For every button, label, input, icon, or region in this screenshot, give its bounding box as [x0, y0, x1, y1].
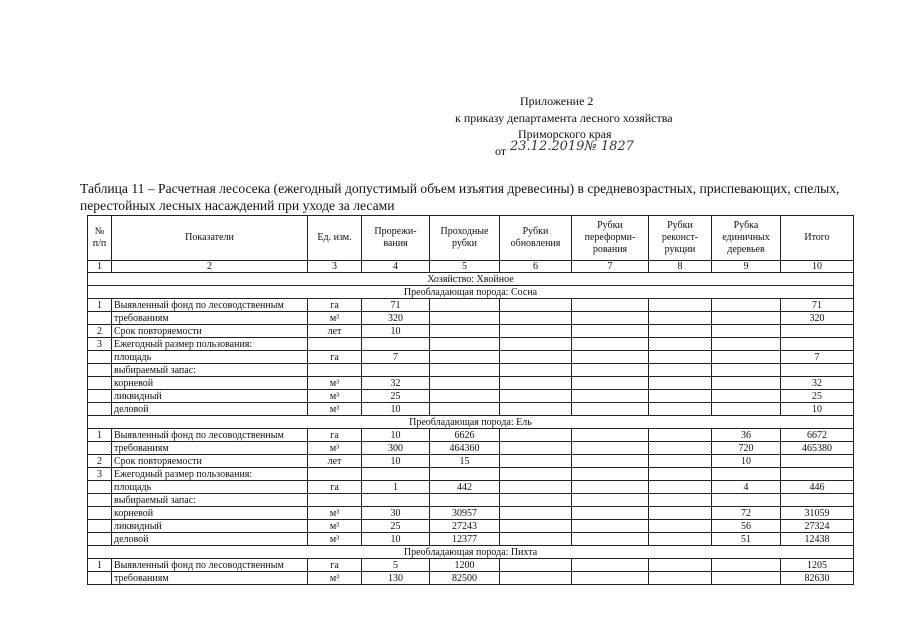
value-cell [500, 494, 572, 507]
value-cell [572, 325, 649, 338]
value-cell [88, 442, 112, 455]
value-cell [572, 429, 649, 442]
value-cell [712, 312, 781, 325]
value-cell: 10 [362, 455, 430, 468]
value-cell: 1200 [430, 559, 500, 572]
value-cell [649, 377, 712, 390]
value-cell [572, 299, 649, 312]
value-cell [500, 559, 572, 572]
value-cell [781, 468, 854, 481]
value-cell [362, 338, 430, 351]
value-cell [308, 468, 362, 481]
column-number-row [88, 261, 854, 273]
value-cell [430, 364, 500, 377]
value-cell: лет [308, 325, 362, 338]
value-cell: 82500 [430, 572, 500, 585]
value-cell: 1 [88, 429, 112, 442]
value-cell: 446 [781, 481, 854, 494]
value-cell: 12438 [781, 533, 854, 546]
indicator-cell: требованиям [112, 312, 308, 325]
column-number: 6 [500, 261, 572, 273]
value-cell: 130 [362, 572, 430, 585]
column-number: 2 [112, 261, 308, 273]
value-cell [500, 442, 572, 455]
value-cell [430, 377, 500, 390]
section-label: Преобладающая порода: Сосна [88, 286, 854, 299]
section-header-row [88, 546, 854, 559]
indicator-cell: Ежегодный размер пользования: [112, 338, 308, 351]
indicator-cell: Выявленный фонд по лесоводственным [112, 299, 308, 312]
value-cell: га [308, 299, 362, 312]
column-header: Ед. изм. [308, 216, 362, 261]
section-label: Хозяйство: Хвойное [88, 273, 854, 286]
value-cell: 82630 [781, 572, 854, 585]
column-header: Рубки переформи-рования [572, 216, 649, 261]
value-cell [572, 377, 649, 390]
value-cell [649, 429, 712, 442]
value-cell: 72 [712, 507, 781, 520]
value-cell: 10 [362, 403, 430, 416]
table-row [88, 390, 854, 403]
value-cell: 3 [88, 338, 112, 351]
value-cell [430, 403, 500, 416]
value-cell [649, 559, 712, 572]
value-cell [572, 533, 649, 546]
region-label: Приморского края [518, 127, 612, 141]
column-number: 5 [430, 261, 500, 273]
value-cell [649, 442, 712, 455]
value-cell [649, 507, 712, 520]
value-cell [362, 364, 430, 377]
value-cell [430, 338, 500, 351]
table-row [88, 559, 854, 572]
table-row [88, 338, 854, 351]
value-cell [88, 481, 112, 494]
table-row [88, 494, 854, 507]
value-cell: м³ [308, 572, 362, 585]
value-cell [572, 572, 649, 585]
order-reference: к приказу департамента лесного хозяйства [455, 111, 673, 125]
value-cell [572, 403, 649, 416]
value-cell: 6626 [430, 429, 500, 442]
column-number: 10 [781, 261, 854, 273]
value-cell [88, 403, 112, 416]
value-cell [362, 494, 430, 507]
value-cell [649, 468, 712, 481]
value-cell [649, 494, 712, 507]
value-cell [712, 299, 781, 312]
value-cell: 1205 [781, 559, 854, 572]
column-number: 9 [712, 261, 781, 273]
value-cell: м³ [308, 442, 362, 455]
value-cell [500, 377, 572, 390]
value-cell: 15 [430, 455, 500, 468]
value-cell [500, 390, 572, 403]
value-cell [712, 468, 781, 481]
value-cell [712, 351, 781, 364]
value-cell [500, 429, 572, 442]
value-cell [430, 494, 500, 507]
value-cell [430, 325, 500, 338]
value-cell [649, 338, 712, 351]
column-number: 4 [362, 261, 430, 273]
column-number: 8 [649, 261, 712, 273]
column-header: Рубки обновления [500, 216, 572, 261]
table-row [88, 507, 854, 520]
value-cell: 51 [712, 533, 781, 546]
value-cell [781, 494, 854, 507]
value-cell [649, 520, 712, 533]
value-cell [88, 520, 112, 533]
section-header-row [88, 416, 854, 429]
value-cell [88, 572, 112, 585]
column-number: 7 [572, 261, 649, 273]
value-cell [781, 325, 854, 338]
indicator-cell: выбираемый запас: [112, 494, 308, 507]
value-cell [572, 559, 649, 572]
value-cell [88, 533, 112, 546]
value-cell: 27243 [430, 520, 500, 533]
column-header: Итого [781, 216, 854, 261]
value-cell: 464360 [430, 442, 500, 455]
indicator-cell: Выявленный фонд по лесоводственным [112, 559, 308, 572]
value-cell: 1 [88, 559, 112, 572]
value-cell: 25 [781, 390, 854, 403]
indicator-cell: ликвидный [112, 390, 308, 403]
value-cell [430, 312, 500, 325]
value-cell [430, 351, 500, 364]
indicator-cell: деловой [112, 403, 308, 416]
value-cell: м³ [308, 312, 362, 325]
value-cell: 32 [362, 377, 430, 390]
value-cell: 6672 [781, 429, 854, 442]
value-cell: м³ [308, 390, 362, 403]
value-cell [308, 364, 362, 377]
section-label: Преобладающая порода: Пихта [88, 546, 854, 559]
value-cell [500, 299, 572, 312]
value-cell: 4 [712, 481, 781, 494]
value-cell: 1 [88, 299, 112, 312]
value-cell: 30 [362, 507, 430, 520]
table-row [88, 351, 854, 364]
column-header: Рубка единичных деревьев [712, 216, 781, 261]
value-cell [308, 338, 362, 351]
value-cell [572, 351, 649, 364]
value-cell [649, 299, 712, 312]
value-cell: м³ [308, 507, 362, 520]
value-cell [649, 403, 712, 416]
value-cell: 300 [362, 442, 430, 455]
indicator-cell: площадь [112, 481, 308, 494]
value-cell: 10 [362, 325, 430, 338]
value-cell [649, 533, 712, 546]
value-cell [500, 312, 572, 325]
table-row [88, 403, 854, 416]
column-number: 3 [308, 261, 362, 273]
value-cell [308, 494, 362, 507]
indicator-cell: требованиям [112, 572, 308, 585]
table-row [88, 364, 854, 377]
value-cell: 25 [362, 390, 430, 403]
indicator-cell: Срок повторяемости [112, 325, 308, 338]
value-cell [572, 494, 649, 507]
section-label: Преобладающая порода: Ель [88, 416, 854, 429]
value-cell [88, 351, 112, 364]
value-cell: га [308, 351, 362, 364]
value-cell: га [308, 481, 362, 494]
table-row [88, 572, 854, 585]
value-cell: м³ [308, 377, 362, 390]
value-cell: 10 [362, 533, 430, 546]
value-cell [500, 351, 572, 364]
value-cell [500, 325, 572, 338]
value-cell: м³ [308, 533, 362, 546]
value-cell [781, 364, 854, 377]
column-header: № п/п [88, 216, 112, 261]
value-cell [649, 481, 712, 494]
value-cell [500, 338, 572, 351]
value-cell [712, 338, 781, 351]
value-cell: 3 [88, 468, 112, 481]
value-cell: 25 [362, 520, 430, 533]
value-cell: 56 [712, 520, 781, 533]
date-prefix: от [495, 144, 507, 158]
column-number: 1 [88, 261, 112, 273]
value-cell [649, 455, 712, 468]
value-cell: 36 [712, 429, 781, 442]
value-cell [430, 390, 500, 403]
value-cell: м³ [308, 520, 362, 533]
value-cell: 27324 [781, 520, 854, 533]
value-cell [88, 312, 112, 325]
value-cell [500, 520, 572, 533]
forest-cutting-table [87, 215, 854, 585]
value-cell: 10 [712, 455, 781, 468]
value-cell: 1 [362, 481, 430, 494]
handwritten-date-signature: 23.12.2019№ 1827 [510, 139, 634, 154]
value-cell: 320 [362, 312, 430, 325]
value-cell [88, 494, 112, 507]
value-cell: 2 [88, 455, 112, 468]
value-cell [572, 507, 649, 520]
section-header-row [88, 273, 854, 286]
value-cell [649, 312, 712, 325]
value-cell: га [308, 429, 362, 442]
value-cell: 7 [781, 351, 854, 364]
value-cell [500, 572, 572, 585]
value-cell [362, 468, 430, 481]
value-cell [572, 455, 649, 468]
table-row [88, 429, 854, 442]
table-header-row [88, 216, 854, 261]
indicator-cell: Ежегодный размер пользования: [112, 468, 308, 481]
table-title: Таблица 11 – Расчетная лесосека (ежегодный допустимый объем изъятия древесины) в средневозрастных, приспевающих, спелых, перестойных лесных насаждений при уходе за лесами [80, 181, 840, 213]
column-header: Показатели [112, 216, 308, 261]
value-cell: 32 [781, 377, 854, 390]
indicator-cell: требованиям [112, 442, 308, 455]
value-cell [500, 364, 572, 377]
value-cell [781, 338, 854, 351]
indicator-cell: деловой [112, 533, 308, 546]
value-cell: м³ [308, 403, 362, 416]
value-cell: 720 [712, 442, 781, 455]
value-cell: лет [308, 455, 362, 468]
value-cell [712, 494, 781, 507]
value-cell: 71 [362, 299, 430, 312]
table-row [88, 455, 854, 468]
value-cell: 31059 [781, 507, 854, 520]
value-cell [88, 507, 112, 520]
value-cell [712, 390, 781, 403]
value-cell [500, 468, 572, 481]
value-cell: 71 [781, 299, 854, 312]
value-cell [712, 559, 781, 572]
value-cell: 7 [362, 351, 430, 364]
value-cell [430, 468, 500, 481]
value-cell [430, 299, 500, 312]
table-row [88, 481, 854, 494]
table-row [88, 468, 854, 481]
value-cell [500, 455, 572, 468]
value-cell [649, 390, 712, 403]
indicator-cell: Срок повторяемости [112, 455, 308, 468]
table-row [88, 325, 854, 338]
column-header: Проходные рубки [430, 216, 500, 261]
value-cell [500, 533, 572, 546]
value-cell [649, 325, 712, 338]
value-cell [500, 403, 572, 416]
value-cell [572, 442, 649, 455]
table-row [88, 377, 854, 390]
indicator-cell: ликвидный [112, 520, 308, 533]
appendix-label: Приложение 2 [520, 94, 594, 108]
value-cell: 10 [362, 429, 430, 442]
value-cell [500, 481, 572, 494]
value-cell [712, 325, 781, 338]
value-cell [572, 364, 649, 377]
value-cell [649, 364, 712, 377]
value-cell [712, 572, 781, 585]
value-cell: 442 [430, 481, 500, 494]
indicator-cell: корневой [112, 377, 308, 390]
value-cell [88, 377, 112, 390]
value-cell: 12377 [430, 533, 500, 546]
value-cell: 5 [362, 559, 430, 572]
value-cell [781, 455, 854, 468]
indicator-cell: площадь [112, 351, 308, 364]
table-row [88, 520, 854, 533]
value-cell: 2 [88, 325, 112, 338]
indicator-cell: выбираемый запас: [112, 364, 308, 377]
section-header-row [88, 286, 854, 299]
value-cell [712, 377, 781, 390]
value-cell [712, 403, 781, 416]
value-cell [649, 351, 712, 364]
indicator-cell: Выявленный фонд по лесоводственным [112, 429, 308, 442]
value-cell [572, 481, 649, 494]
table-row [88, 299, 854, 312]
value-cell [572, 520, 649, 533]
table-row [88, 442, 854, 455]
value-cell: га [308, 559, 362, 572]
value-cell: 465380 [781, 442, 854, 455]
indicator-cell: корневой [112, 507, 308, 520]
value-cell [88, 364, 112, 377]
column-header: Прорежи-вания [362, 216, 430, 261]
value-cell [649, 572, 712, 585]
value-cell [572, 312, 649, 325]
value-cell [572, 390, 649, 403]
table-row [88, 312, 854, 325]
value-cell [500, 507, 572, 520]
value-cell: 320 [781, 312, 854, 325]
value-cell [712, 364, 781, 377]
value-cell [88, 390, 112, 403]
value-cell [572, 468, 649, 481]
value-cell: 30957 [430, 507, 500, 520]
column-header: Рубки реконст-рукции [649, 216, 712, 261]
value-cell: 10 [781, 403, 854, 416]
table-row [88, 533, 854, 546]
value-cell [572, 338, 649, 351]
